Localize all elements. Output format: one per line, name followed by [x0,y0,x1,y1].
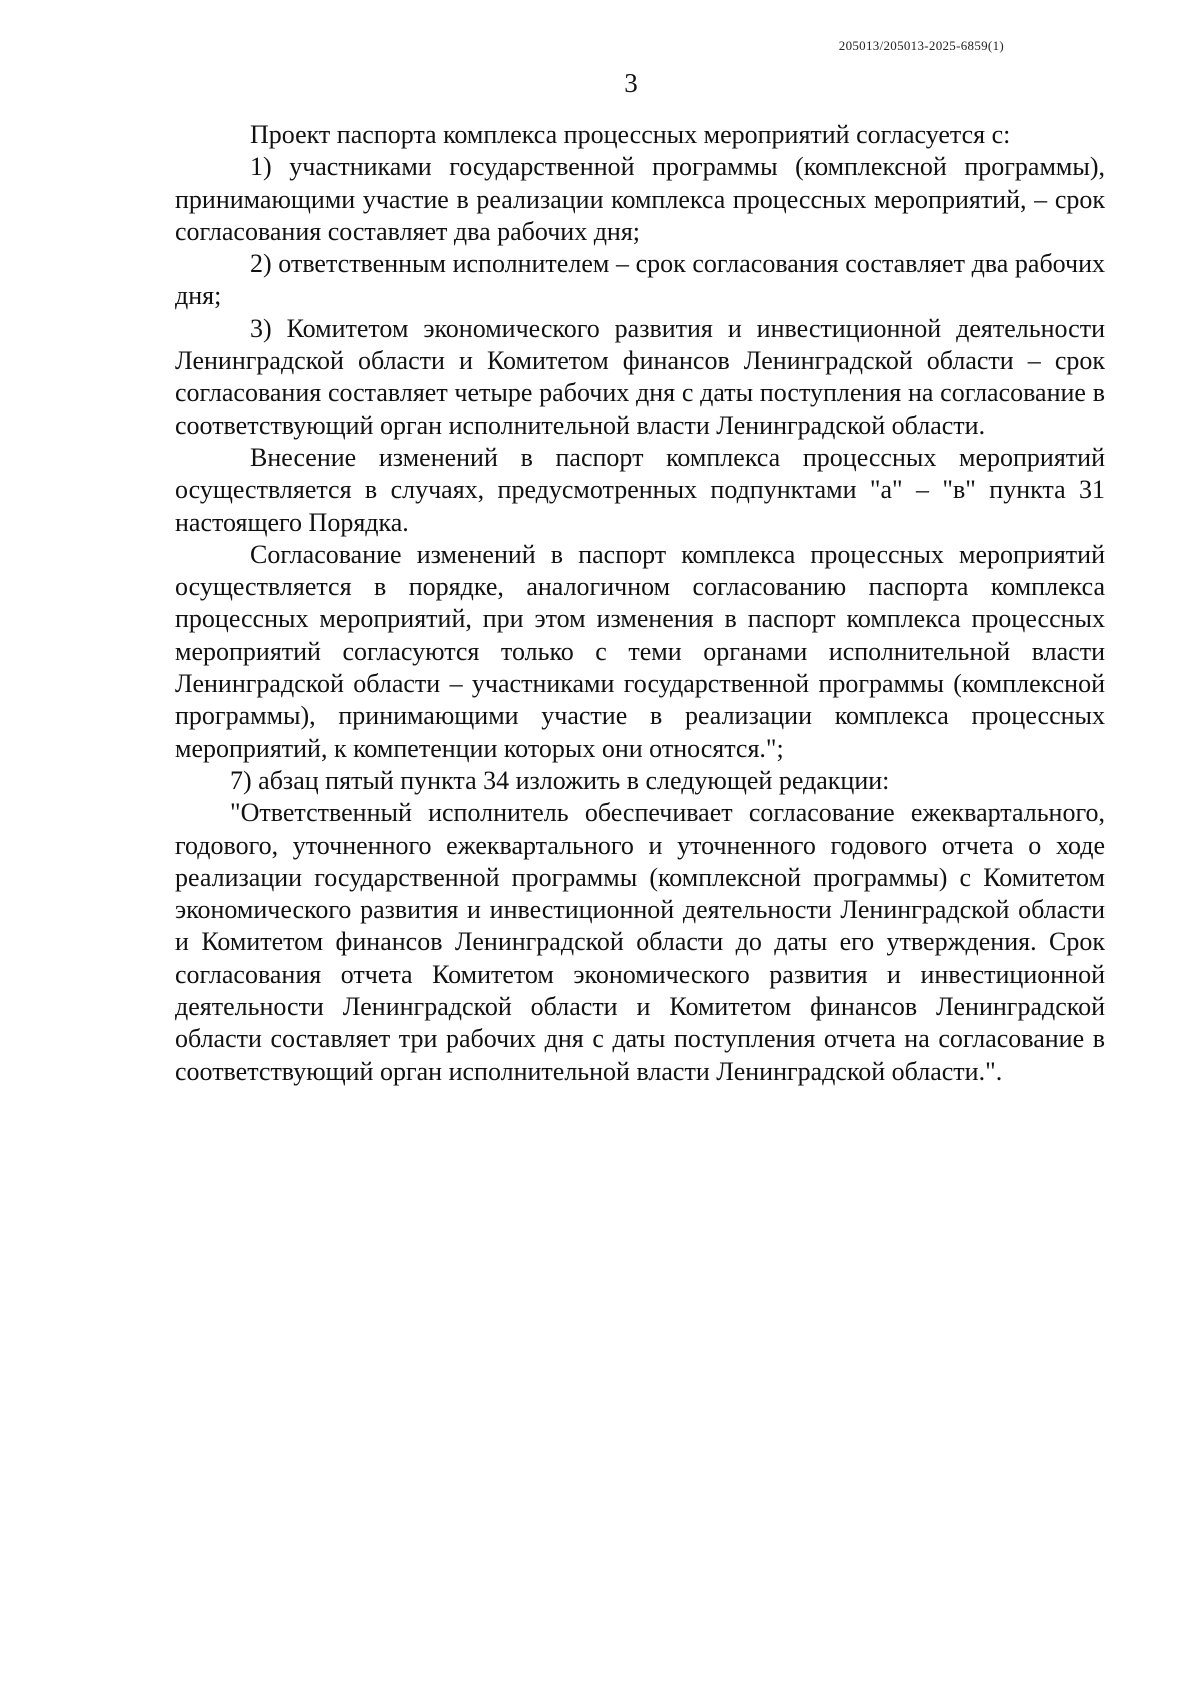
paragraph-new-wording: "Ответственный исполнитель обеспечивает согласование ежеквартального, годового, уточненного ежеквартального и уточненного годового отчета о ходе реализации государственной программы (комплексной программы) с Комитетом экономического развития и инвестиционной деятельности Ленинградской области и Комитетом финансов Ленинградской области до даты его утверждения. Срок согласования отчета Комитетом экономического развития и инвестиционной деятельности Ленинградской области и Комитетом финансов Ленинградской области составляет три рабочих дня с даты поступления отчета на согласование в соответствующий орган исполнительной власти Ленинградской области.". [175,798,1105,1086]
paragraph-item-7: 7) абзац пятый пункта 34 изложить в следующей редакции: [230,765,890,795]
paragraph-approval-intro: Проект паспорта комплекса процессных мероприятий согласуется с: [250,120,1011,149]
paragraph-item-3: 3) Комитетом экономического развития и инвестиционной деятельности Ленинградской области и Комитетом финансов Ленинградской области – срок согласования составляет четыре рабочих дня с даты поступления на согласование в соответствующий орган исполнительной власти Ленинградской области. [175,313,1105,440]
document-body [175,119,1105,1088]
paragraph-amendments-approval: Согласование изменений в паспорт комплекса процессных мероприятий осуществляется в порядке, аналогичном согласованию паспорта комплекса процессных мероприятий, при этом изменения в паспорт комплекса процессных мероприятий согласуются только с теми органами исполнительной власти Ленинградской области – участниками государственной программы (комплексной программы), принимающими участие в реализации комплекса процессных мероприятий, к компетенции которых они относятся."; [175,539,1105,763]
paragraph-amendments: Внесение изменений в паспорт комплекса процессных мероприятий осуществляется в случаях, предусмотренных подпунктами "а" – "в" пункта 31 настоящего Порядка. [175,442,1105,537]
document-id: 205013/205013-2025-6859(1) [838,38,1004,53]
paragraph-item-1: 1) участниками государственной программы (комплексной программы), принимающими участие в реализации комплекса процессных мероприятий, – срок согласования составляет два рабочих дня; [175,152,1105,246]
page-number: 3 [624,68,638,98]
paragraph-item-2: 2) ответственным исполнителем – срок согласования составляет два рабочих дня; [175,249,1105,311]
